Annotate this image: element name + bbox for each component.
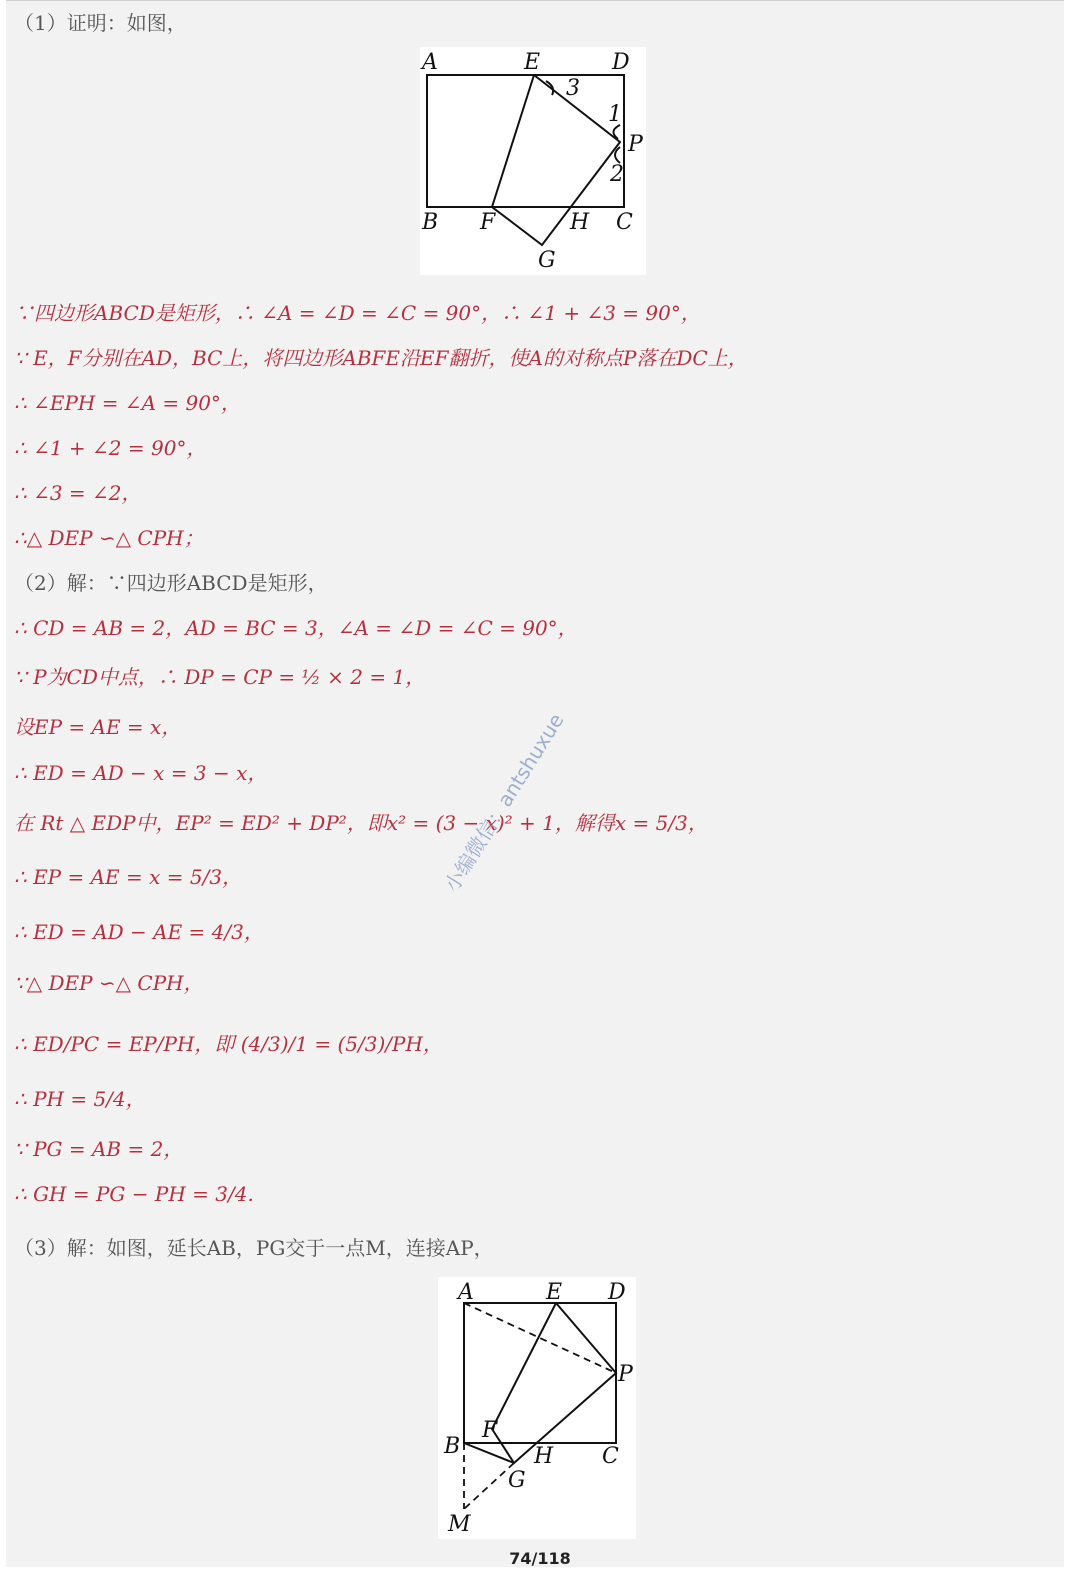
label-E: E xyxy=(546,1280,563,1305)
part1-heading: （1）证明：如图， xyxy=(14,11,187,35)
label-angle-3: 3 xyxy=(566,76,580,101)
figure-1-diagram xyxy=(420,47,646,275)
page-number: 74/118 xyxy=(509,1549,571,1568)
label-M: M xyxy=(448,1512,471,1537)
proof-line-5: ∴ ∠3 = ∠2， xyxy=(14,481,142,505)
label-D: D xyxy=(612,50,630,75)
label-A: A xyxy=(422,50,438,75)
label-G: G xyxy=(538,248,556,273)
label-P: P xyxy=(618,1362,633,1387)
figure-2-diagram xyxy=(438,1277,636,1539)
label-H: H xyxy=(570,210,590,235)
label-D: D xyxy=(608,1280,626,1305)
solution-line-11: ∵ PG = AB = 2， xyxy=(14,1137,184,1161)
label-angle-2: 2 xyxy=(610,162,624,187)
solution-line-2: ∵ P为CD中点，∴ DP = CP = ½ × 2 = 1， xyxy=(14,665,426,689)
figure-1 xyxy=(420,47,646,275)
solution-line-4: ∴ ED = AD − x = 3 − x， xyxy=(14,761,268,785)
solution-line-8: ∵△ DEP ∽△ CPH， xyxy=(14,971,204,995)
label-F: F xyxy=(482,1418,498,1443)
solution-line-6: ∴ EP = AE = x = 5/3， xyxy=(14,865,243,889)
label-G: G xyxy=(508,1468,526,1493)
part2-heading: （2）解：∵四边形ABCD是矩形， xyxy=(14,571,328,595)
label-E: E xyxy=(524,50,541,75)
label-B: B xyxy=(422,210,439,235)
label-B: B xyxy=(444,1434,461,1459)
angle-1-arc xyxy=(613,125,620,139)
dashed-gm xyxy=(464,1463,514,1509)
solution-line-3: 设EP = AE = x， xyxy=(14,715,182,739)
label-A: A xyxy=(458,1280,474,1305)
label-angle-1: 1 xyxy=(608,102,622,127)
folded-quadrilateral xyxy=(492,75,620,245)
proof-line-6: ∴△ DEP ∽△ CPH； xyxy=(14,526,204,550)
rectangle-abcd xyxy=(427,75,624,207)
solution-line-7: ∴ ED = AD − AE = 4/3， xyxy=(14,920,264,944)
part3-heading: （3）解：如图，延长AB，PG交于一点M，连接AP， xyxy=(14,1236,494,1260)
proof-line-2: ∵ E，F分别在AD，BC上，将四边形ABFE沿EF翻折，使A的对称点P落在DC上， xyxy=(14,346,748,370)
angle-2-arc xyxy=(615,147,620,163)
proof-line-1: ∵四边形ABCD是矩形，∴ ∠A = ∠D = ∠C = 90°，∴ ∠1 + ∠3 = 90°， xyxy=(14,301,701,325)
label-C: C xyxy=(616,210,633,235)
proof-line-3: ∴ ∠EPH = ∠A = 90°， xyxy=(14,391,241,415)
solution-line-1: ∴ CD = AB = 2，AD = BC = 3，∠A = ∠D = ∠C = 90°， xyxy=(14,616,578,640)
solution-line-9: ∴ ED/PC = EP/PH，即 (4/3)/1 = (5/3)/PH， xyxy=(14,1032,443,1056)
label-C: C xyxy=(602,1444,619,1469)
solution-line-10: ∴ PH = 5/4， xyxy=(14,1087,146,1111)
solution-line-12: ∴ GH = PG − PH = 3/4. xyxy=(14,1182,254,1206)
folded-quadrilateral xyxy=(492,1303,616,1463)
solution-line-5: 在 Rt △ EDP中，EP² = ED² + DP²，即x² = (3 − x)² + 1，解得x = 5/3， xyxy=(14,811,708,835)
label-H: H xyxy=(534,1444,554,1469)
label-F: F xyxy=(480,210,496,235)
document-page xyxy=(6,0,1064,1567)
proof-line-4: ∴ ∠1 + ∠2 = 90°， xyxy=(14,436,207,460)
figure-2 xyxy=(438,1277,636,1539)
label-P: P xyxy=(628,132,643,157)
dashed-ap xyxy=(464,1303,616,1373)
watermark: 小编微信：antshuxue xyxy=(439,708,569,896)
